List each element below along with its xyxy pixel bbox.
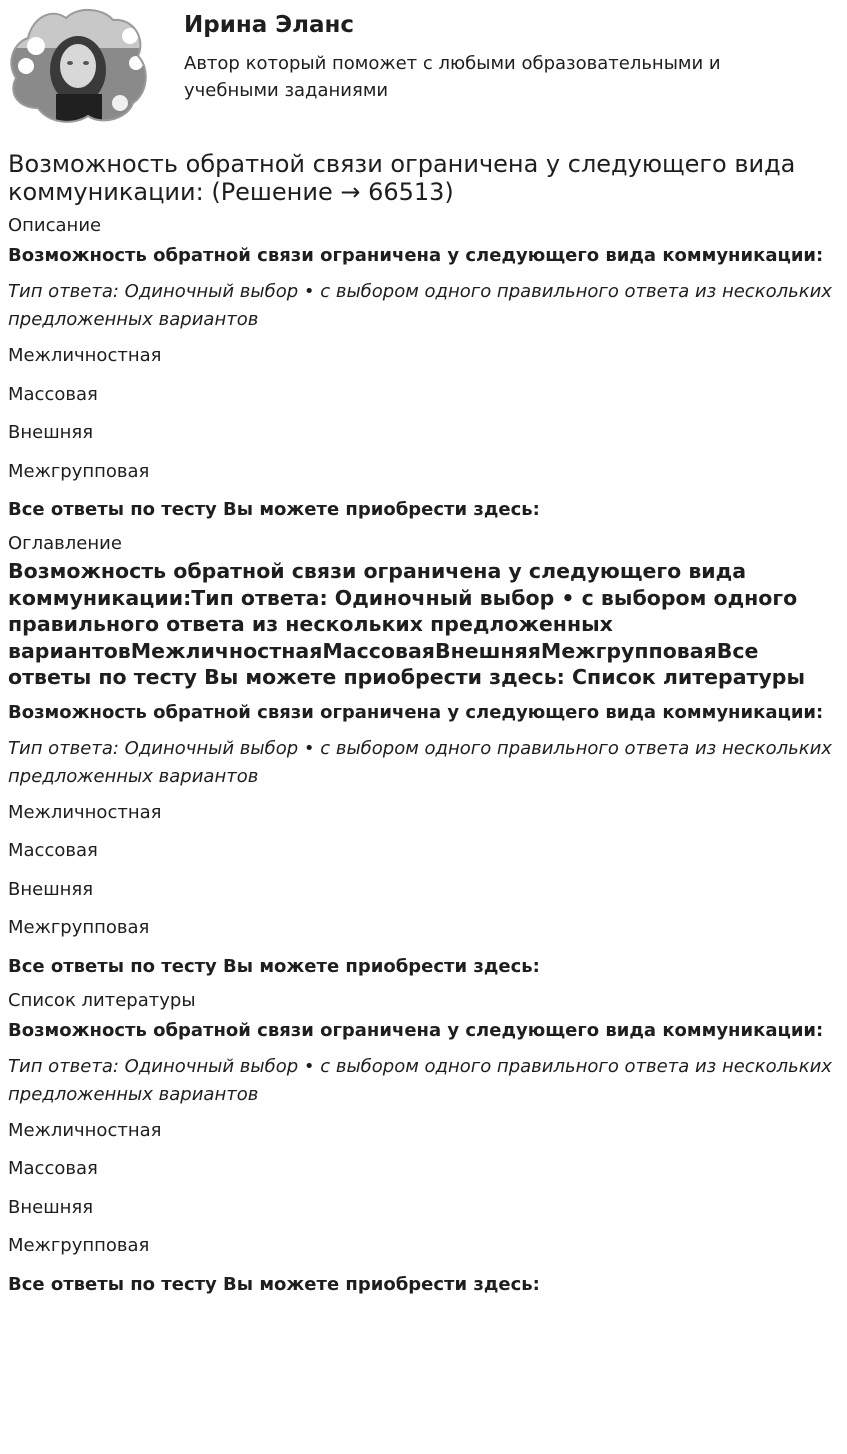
main-content <box>0 150 847 1299</box>
purchase-note: Все ответы по тесту Вы можете приобрести здесь: <box>8 499 540 520</box>
answer-option: Массовая <box>8 840 98 861</box>
answer-option: Внешняя <box>8 422 94 443</box>
author-avatar <box>8 8 150 126</box>
page-title: Возможность обратной связи ограничена у следующего вида коммуникации: (Решение → 66513) <box>8 150 796 206</box>
author-description: Автор который поможет с любыми образовательными и учебными заданиями <box>184 53 721 101</box>
answer-option: Межгрупповая <box>8 1235 150 1256</box>
answer-option: Массовая <box>8 1158 98 1179</box>
author-header <box>0 0 847 134</box>
literature-section <box>8 989 839 1299</box>
question-text: Возможность обратной связи ограничена у следующего вида коммуникации: <box>8 1019 824 1041</box>
answer-option: Межличностная <box>8 1119 162 1141</box>
toc-heading: Возможность обратной связи ограничена у следующего вида коммуникации:Тип ответа: Одиночный выбор • с выбором одного правильного ответа из нескольких предложенных вариантовМежличностнаяМассоваяВнешняяМежгрупповаяВсе ответы по тесту Вы можете приобрести здесь: Список литературы <box>8 559 805 689</box>
answer-option: Межличностная <box>8 801 162 823</box>
answer-type: Тип ответа: Одиночный выбор • с выбором одного правильного ответа из нескольких предложенных вариантов <box>8 737 832 787</box>
answer-option: Внешняя <box>8 1196 94 1218</box>
answer-type: Тип ответа: Одиночный выбор • с выбором одного правильного ответа из нескольких предложенных вариантов <box>8 281 832 330</box>
answer-option: Массовая <box>8 383 98 405</box>
section-label-toc: Оглавление <box>8 533 122 554</box>
author-name: Ирина Эланс <box>184 12 355 38</box>
answer-option: Межличностная <box>8 345 162 366</box>
answer-option: Внешняя <box>8 878 94 900</box>
section-label-description: Описание <box>8 215 102 236</box>
question-text: Возможность обратной связи ограничена у следующего вида коммуникации: <box>8 245 824 266</box>
toc-section <box>8 532 839 981</box>
purchase-note: Все ответы по тесту Вы можете приобрести здесь: <box>8 955 540 977</box>
answer-type: Тип ответа: Одиночный выбор • с выбором одного правильного ответа из нескольких предложенных вариантов <box>8 1055 832 1105</box>
question-text: Возможность обратной связи ограничена у следующего вида коммуникации: <box>8 701 824 723</box>
answer-option: Межгрупповая <box>8 917 150 938</box>
purchase-note: Все ответы по тесту Вы можете приобрести здесь: <box>8 1273 540 1295</box>
description-section <box>8 214 839 524</box>
section-label-literature: Список литературы <box>8 989 196 1011</box>
answer-option: Межгрупповая <box>8 460 150 482</box>
